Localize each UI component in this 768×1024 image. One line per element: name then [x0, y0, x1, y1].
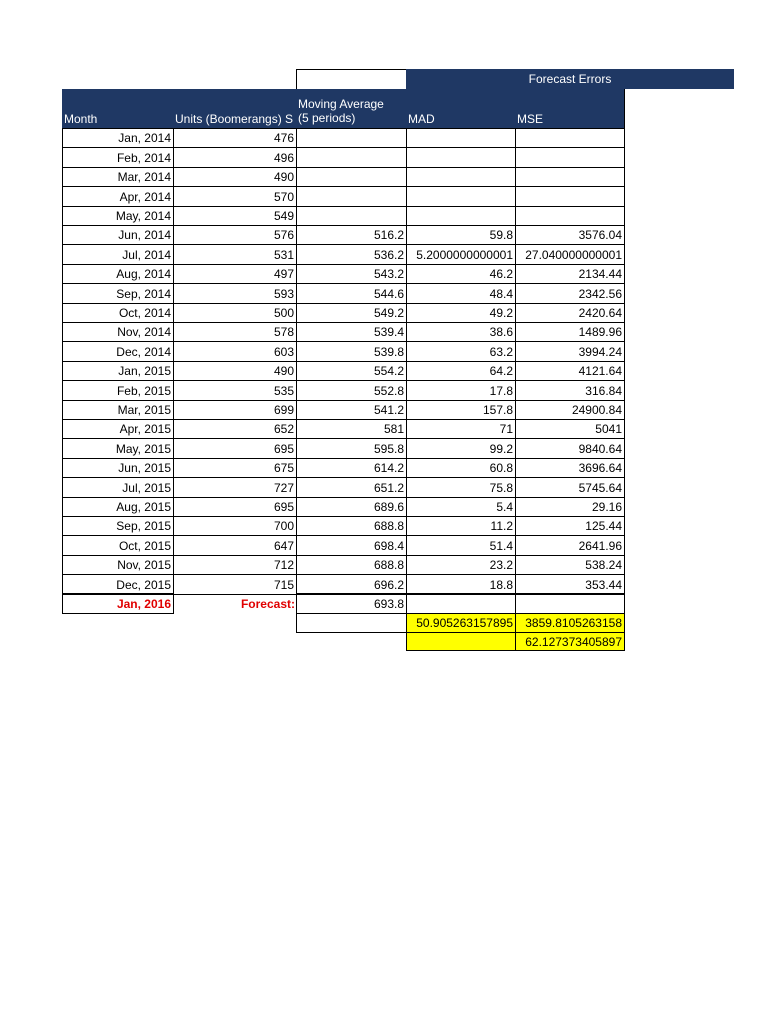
mad-cell: 46.2	[406, 264, 516, 284]
month-cell: Jul, 2014	[62, 244, 174, 265]
forecast-mse-cell	[515, 593, 625, 614]
units-cell: 603	[173, 341, 297, 362]
moving-average-cell: 549.2	[296, 303, 407, 323]
mse-cell	[515, 167, 625, 187]
mad-cell: 60.8	[406, 458, 516, 478]
mad-cell: 11.2	[406, 516, 516, 536]
units-cell: 476	[173, 128, 297, 148]
month-cell: Oct, 2014	[62, 303, 174, 323]
forecast-month-cell: Jan, 2016	[62, 593, 174, 614]
units-cell: 715	[173, 574, 297, 595]
units-cell: 496	[173, 147, 297, 168]
mad-cell: 49.2	[406, 303, 516, 323]
moving-average-cell: 539.8	[296, 341, 407, 362]
mse-cell: 316.84	[515, 380, 625, 401]
units-cell: 549	[173, 206, 297, 226]
units-cell: 712	[173, 555, 297, 575]
mad-cell: 157.8	[406, 400, 516, 420]
mad-cell: 64.2	[406, 361, 516, 381]
mse-cell: 4121.64	[515, 361, 625, 381]
moving-average-cell: 595.8	[296, 438, 407, 459]
mse-cell: 2134.44	[515, 264, 625, 284]
summary-empty-cell	[296, 613, 407, 633]
units-header: Units (Boomerangs) S	[173, 89, 297, 128]
mse-header: MSE	[515, 89, 625, 128]
units-cell: 700	[173, 516, 297, 536]
units-cell: 727	[173, 477, 297, 498]
units-cell: 500	[173, 303, 297, 323]
mad-cell: 5.2000000000001	[406, 244, 516, 265]
mse-cell	[515, 147, 625, 168]
mse-cell: 2342.56	[515, 283, 625, 304]
mse-cell: 3696.64	[515, 458, 625, 478]
mad-cell: 75.8	[406, 477, 516, 498]
mad-cell: 38.6	[406, 322, 516, 342]
month-cell: Sep, 2014	[62, 283, 174, 304]
units-cell: 535	[173, 380, 297, 401]
moving-average-cell: 536.2	[296, 244, 407, 265]
moving-average-cell: 696.2	[296, 574, 407, 595]
mad-cell	[406, 206, 516, 226]
mad-cell	[406, 147, 516, 168]
mse-cell: 3576.04	[515, 225, 625, 245]
mse-cell: 125.44	[515, 516, 625, 536]
mad-cell: 71	[406, 419, 516, 439]
moving-average-cell	[296, 167, 407, 187]
month-cell: Dec, 2014	[62, 341, 174, 362]
mse-cell	[515, 206, 625, 226]
month-cell: Sep, 2015	[62, 516, 174, 536]
month-cell: Jan, 2014	[62, 128, 174, 148]
units-cell: 578	[173, 322, 297, 342]
moving-average-cell: 552.8	[296, 380, 407, 401]
moving-average-cell	[296, 206, 407, 226]
rmse-left-cell	[406, 632, 516, 651]
moving-average-cell: 614.2	[296, 458, 407, 478]
moving-average-cell: 554.2	[296, 361, 407, 381]
mad-cell	[406, 128, 516, 148]
mse-cell: 9840.64	[515, 438, 625, 459]
moving-average-cell: 688.8	[296, 555, 407, 575]
moving-average-cell: 688.8	[296, 516, 407, 536]
mse-cell: 5745.64	[515, 477, 625, 498]
month-cell: Dec, 2015	[62, 574, 174, 595]
month-cell: Nov, 2014	[62, 322, 174, 342]
month-cell: Jun, 2015	[62, 458, 174, 478]
mad-cell: 99.2	[406, 438, 516, 459]
mad-cell	[406, 186, 516, 207]
moving-average-cell	[296, 147, 407, 168]
moving-average-cell: 581	[296, 419, 407, 439]
rmse-cell: 62.127373405897	[515, 632, 625, 651]
mad-cell: 48.4	[406, 283, 516, 304]
mad-header: MAD	[406, 89, 516, 128]
units-cell: 652	[173, 419, 297, 439]
mad-cell: 5.4	[406, 497, 516, 517]
moving-average-cell	[296, 186, 407, 207]
month-cell: Feb, 2015	[62, 380, 174, 401]
mad-cell: 18.8	[406, 574, 516, 595]
units-cell: 647	[173, 535, 297, 556]
forecast-errors-title: Forecast Errors	[406, 69, 734, 89]
month-cell: Aug, 2015	[62, 497, 174, 517]
forecast-label: Forecast:	[240, 596, 295, 611]
month-cell: May, 2014	[62, 206, 174, 226]
mse-cell: 27.040000000001	[515, 244, 625, 265]
units-cell: 675	[173, 458, 297, 478]
month-cell: May, 2015	[62, 438, 174, 459]
moving-average-cell: 544.6	[296, 283, 407, 304]
mad-average-cell: 50.905263157895	[406, 613, 516, 633]
month-cell: Jun, 2014	[62, 225, 174, 245]
mse-cell: 1489.96	[515, 322, 625, 342]
mse-cell: 2641.96	[515, 535, 625, 556]
moving-average-cell: 539.4	[296, 322, 407, 342]
mad-cell: 63.2	[406, 341, 516, 362]
month-cell: Aug, 2014	[62, 264, 174, 284]
moving-average-cell: 689.6	[296, 497, 407, 517]
mse-cell: 2420.64	[515, 303, 625, 323]
month-cell: Apr, 2014	[62, 186, 174, 207]
mse-cell: 353.44	[515, 574, 625, 595]
month-cell: Mar, 2014	[62, 167, 174, 187]
mse-average-cell: 3859.8105263158	[515, 613, 625, 633]
mad-cell: 51.4	[406, 535, 516, 556]
month-cell: Jan, 2015	[62, 361, 174, 381]
month-cell: Jul, 2015	[62, 477, 174, 498]
month-cell: Feb, 2014	[62, 147, 174, 168]
units-cell: 490	[173, 167, 297, 187]
moving-average-cell: 651.2	[296, 477, 407, 498]
moving-average-cell: 516.2	[296, 225, 407, 245]
moving-average-header	[296, 89, 407, 128]
month-header: Month	[62, 89, 174, 128]
units-cell: 695	[173, 497, 297, 517]
mse-cell	[515, 186, 625, 207]
mad-cell: 59.8	[406, 225, 516, 245]
units-cell: 695	[173, 438, 297, 459]
moving-average-header-line1: Moving Average	[298, 97, 384, 111]
month-cell: Oct, 2015	[62, 535, 174, 556]
moving-average-header-line2: (5 periods)	[298, 111, 356, 125]
moving-average-cell: 698.4	[296, 535, 407, 556]
moving-average-cell	[296, 128, 407, 148]
month-cell: Nov, 2015	[62, 555, 174, 575]
forecast-value-cell: 693.8	[296, 593, 407, 614]
mse-cell: 538.24	[515, 555, 625, 575]
month-cell: Mar, 2015	[62, 400, 174, 420]
mse-cell: 3994.24	[515, 341, 625, 362]
mad-cell	[406, 167, 516, 187]
month-cell: Apr, 2015	[62, 419, 174, 439]
units-cell: 497	[173, 264, 297, 284]
mse-cell: 29.16	[515, 497, 625, 517]
units-cell: 490	[173, 361, 297, 381]
mad-cell: 23.2	[406, 555, 516, 575]
mse-cell	[515, 128, 625, 148]
ma-header-top-cell	[296, 69, 407, 90]
moving-average-cell: 541.2	[296, 400, 407, 420]
mse-cell: 5041	[515, 419, 625, 439]
units-cell: 699	[173, 400, 297, 420]
units-cell: 576	[173, 225, 297, 245]
mse-cell: 24900.84	[515, 400, 625, 420]
moving-average-cell: 543.2	[296, 264, 407, 284]
units-cell: 531	[173, 244, 297, 265]
forecast-mad-cell	[406, 593, 516, 614]
units-cell: 593	[173, 283, 297, 304]
units-cell: 570	[173, 186, 297, 207]
mad-cell: 17.8	[406, 380, 516, 401]
